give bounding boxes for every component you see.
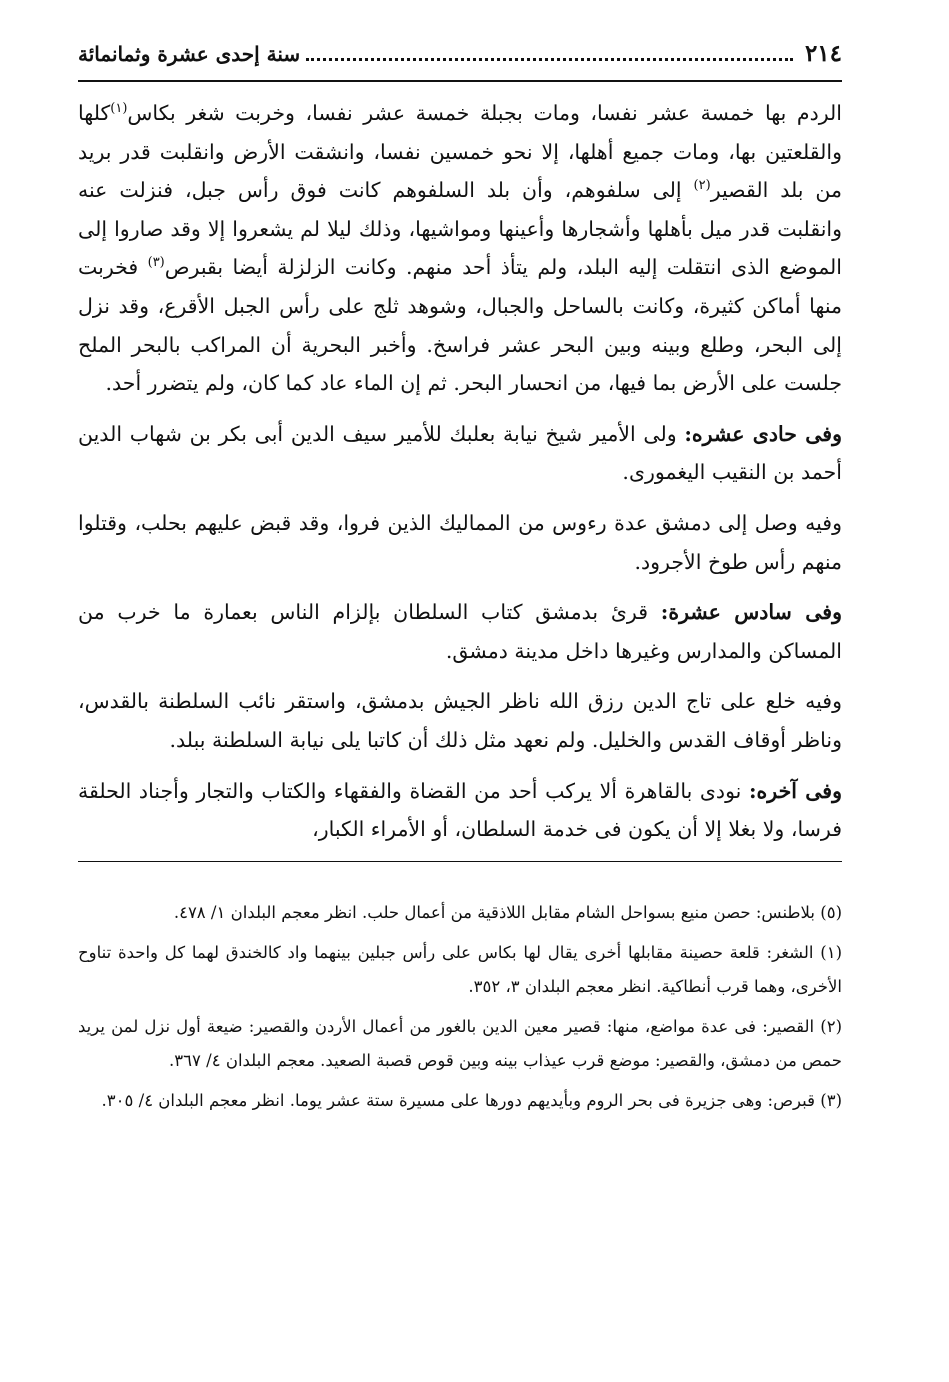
date-heading: وفى سادس عشرة: <box>660 600 842 625</box>
running-title: سنة إحدى عشرة وثمانمائة <box>78 42 301 66</box>
text-run: وفيه وصل إلى دمشق عدة رءوس من المماليك الذين فروا، وقد قبض عليهم بحلب، وقتلوا منهم رأس طوخ الأجرود. <box>78 510 842 574</box>
main-text <box>78 94 842 849</box>
paragraph-6 <box>78 772 842 849</box>
paragraph-2 <box>78 415 842 492</box>
footnote-ref-1[interactable]: (١) <box>110 101 128 117</box>
footnotes <box>78 896 842 1118</box>
header-dot-leader <box>306 50 793 61</box>
paragraph-1 <box>78 94 842 403</box>
footnote-ref-3[interactable]: (٣) <box>147 255 165 271</box>
footnote-2: (٢) القصير: فى عدة مواضع، منها: قصير معين الدين بالغور من أعمال الأردن والقصير: ضيعة أول نزل لمن يريد حمص من دمشق، والقصير: موضع قرب عيذاب بينه وبين قوص قصبة الصعيد. معجم البلدان ٤/ ٣٦٧. <box>78 1016 842 1070</box>
footnote-separator <box>78 861 842 862</box>
paragraph-3 <box>78 504 842 581</box>
text-run: ولى الأمير شيخ نيابة بعلبك للأمير سيف الدين أبى بكر بن شهاب الدين أحمد بن النقيب اليغمورى. <box>78 421 842 485</box>
footnote-5: (٥) بلاطنس: حصن منيع بسواحل الشام مقابل اللاذقية من أعمال حلب. انظر معجم البلدان ١/ ٤٧٨. <box>173 902 842 922</box>
date-heading: وفى حادى عشره: <box>684 421 842 446</box>
text-run: نودى بالقاهرة ألا يركب أحد من القضاة والفقهاء والكتاب والتجار وأجناد الحلقة فرسا، ولا بغلا إلا أن يكون فى خدمة السلطان، أو الأمراء الكبار، <box>78 778 842 842</box>
footnote-ref-2[interactable]: (٢) <box>693 178 711 194</box>
running-header <box>78 40 842 82</box>
text-run: وفيه خلع على تاج الدين رزق الله ناظر الجيش بدمشق، واستقر نائب السلطنة بالقدس، وناظر أوقاف القدس والخليل. ولم نعهد مثل ذلك أن كاتبا يلى نيابة السلطنة ببلد. <box>78 689 842 752</box>
text-run: إلى سلفوهم، وأن بلد السلفوهم كانت فوق رأس جبل، فنزلت عنه وانقلبت قدر ميل بأهلها وأشجارها وأعينها ومواشيها، وذلك ليلا لم يشعروا إلا وقد صاروا إلى الموضع الذى انتقلت إليه البلد، ولم يتأذ أحد منهم. وكانت الزلزلة أيضا بقبرص <box>78 178 842 280</box>
footnote-1: (١) الشغر: قلعة حصينة مقابلها أخرى يقال لها بكاس على رأس جبلين بينهما واد كالخندق لهما كل واحدة تناوح الأخرى، وهما قرب أنطاكية. انظر معجم البلدان ٣، ٣٥٢. <box>78 942 842 996</box>
paragraph-4 <box>78 593 842 670</box>
text-run: فخربت منها أماكن كثيرة، وكانت بالساحل والجبال، وشوهد ثلج على رأس الجبل الأقرع، وقد نزل إلى البحر، وطلع وبينه وبين البحر عشر فراسخ. وأخبر البحرية أن المراكب بالبحر الملح جلست على الأرض بما فيها، من انحسار البحر. ثم إن الماء عاد كما كان، ولم يتضرر أحد. <box>78 255 842 396</box>
text-run: قرئ بدمشق كتاب السلطان بإلزام الناس بعمارة ما خرب من المساكن والمدارس وغيرها داخل مدينة دمشق. <box>78 600 842 663</box>
page-number: ٢١٤ <box>804 40 842 67</box>
text-run: الردم بها خمسة عشر نفسا، ومات بجبلة خمسة عشر نفسا، وخربت شغر بكاس <box>127 101 842 125</box>
paragraph-5 <box>78 682 842 759</box>
date-heading: وفى آخره: <box>748 778 842 803</box>
book-page <box>78 40 842 1124</box>
footnote-3: (٣) قبرص: وهى جزيرة فى بحر الروم وبأيديهم دورها على مسيرة ستة عشر يوما. انظر معجم البلدان ٤/ ٣٠٥. <box>101 1090 842 1110</box>
text-run: كلها والقلعتين بها، ومات جميع أهلها، إلا نحو خمسين نفسا، وانشقت الأرض وانقلبت قدر بريد من بلد القصير <box>78 101 842 203</box>
